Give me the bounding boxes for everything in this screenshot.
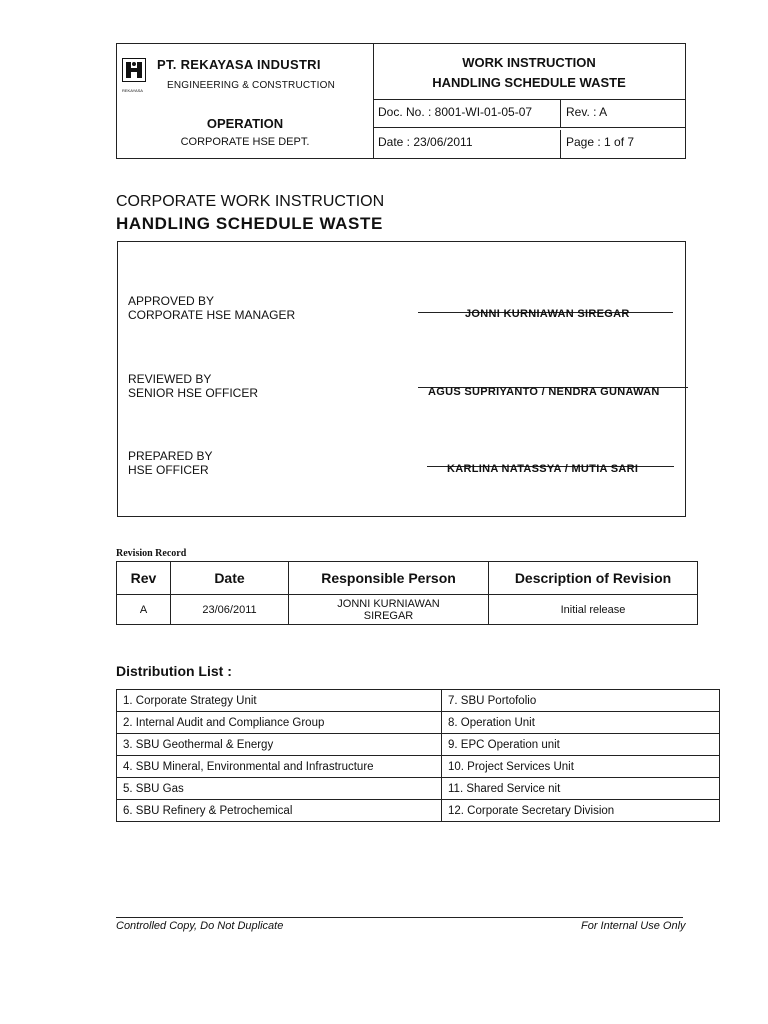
review-block	[128, 372, 258, 400]
approval-box	[117, 241, 686, 517]
footer-divider	[116, 917, 683, 918]
company-logo-icon	[122, 58, 146, 82]
distribution-item: 11. Shared Service nit	[442, 778, 720, 800]
distribution-item: 5. SBU Gas	[117, 778, 442, 800]
company-name: PT. REKAYASA INDUSTRI	[157, 57, 321, 72]
work-instruction-title-cell	[373, 44, 685, 100]
department-label: CORPORATE HSE DEPT.	[180, 136, 310, 148]
wi-title-line1: WORK INSTRUCTION	[462, 55, 596, 70]
table-row	[117, 690, 720, 712]
distribution-item: 7. SBU Portofolio	[442, 690, 720, 712]
review-status: REVIEWED BY	[128, 372, 212, 386]
footer-right-note: For Internal Use Only	[581, 920, 686, 932]
document-title-line1: CORPORATE WORK INSTRUCTION	[116, 193, 385, 210]
review-role: SENIOR HSE OFFICER	[128, 386, 259, 400]
distribution-item: 10. Project Services Unit	[442, 756, 720, 778]
rev-cell: A	[117, 595, 171, 625]
table-row	[117, 800, 720, 822]
column-header: Description of Revision	[489, 562, 698, 595]
prepared-block	[128, 449, 212, 477]
column-header: Responsible Person	[289, 562, 489, 595]
distribution-item: 4. SBU Mineral, Environmental and Infrastructure	[117, 756, 442, 778]
distribution-item: 9. EPC Operation unit	[442, 734, 720, 756]
document-title-line2: HANDLING SCHEDULE WASTE	[116, 214, 383, 233]
table-row	[117, 778, 720, 800]
distribution-table	[116, 689, 720, 822]
revision-record-caption: Revision Record	[116, 548, 187, 559]
table-row	[117, 756, 720, 778]
person-line2: SIREGAR	[363, 609, 414, 622]
distribution-item: 3. SBU Geothermal & Energy	[117, 734, 442, 756]
distribution-list-caption: Distribution List :	[116, 663, 232, 679]
doc-number: Doc. No. : 8001-WI-01-05-07	[373, 100, 561, 128]
distribution-item: 12. Corporate Secretary Division	[442, 800, 720, 822]
table-row	[117, 595, 698, 625]
logo-caption: REKAYASA	[122, 88, 143, 93]
distribution-item: 8. Operation Unit	[442, 712, 720, 734]
distribution-item: 6. SBU Refinery & Petrochemical	[117, 800, 442, 822]
preparer-name: KARLINA NATASSYA / MUTIA SARI	[447, 463, 639, 475]
wi-title-line2: HANDLING SCHEDULE WASTE	[432, 75, 626, 90]
column-header: Rev	[117, 562, 171, 595]
approval-role: CORPORATE HSE MANAGER	[128, 308, 296, 322]
document-header	[116, 43, 686, 159]
table-row	[117, 734, 720, 756]
table-row	[117, 712, 720, 734]
revision-table	[116, 561, 698, 625]
approval-block	[128, 294, 295, 322]
page-field: Page : 1 of 7	[566, 135, 635, 149]
column-header: Date	[171, 562, 289, 595]
operation-label: OPERATION	[206, 116, 284, 131]
approver-name: JONNI KURNIAWAN SIREGAR	[465, 308, 630, 320]
revision-field: Rev. : A	[561, 100, 685, 128]
company-subtitle: ENGINEERING & CONSTRUCTION	[167, 80, 335, 91]
person-line1: JONNI KURNIAWAN	[337, 597, 440, 610]
date-field: Date : 23/06/2011	[373, 130, 561, 158]
date-cell: 23/06/2011	[171, 595, 289, 625]
distribution-item: 1. Corporate Strategy Unit	[117, 690, 442, 712]
prepared-role: HSE OFFICER	[128, 463, 209, 477]
distribution-item: 2. Internal Audit and Compliance Group	[117, 712, 442, 734]
footer-left-note: Controlled Copy, Do Not Duplicate	[116, 920, 284, 932]
prepared-status: PREPARED BY	[128, 449, 213, 463]
header-company-cell	[117, 44, 374, 158]
reviewer-name: AGUS SUPRIYANTO / NENDRA GUNAWAN	[428, 386, 660, 398]
description-cell: Initial release	[489, 595, 698, 625]
person-cell	[289, 595, 489, 625]
revision-header-row	[117, 562, 698, 595]
approval-status: APPROVED BY	[128, 294, 215, 308]
